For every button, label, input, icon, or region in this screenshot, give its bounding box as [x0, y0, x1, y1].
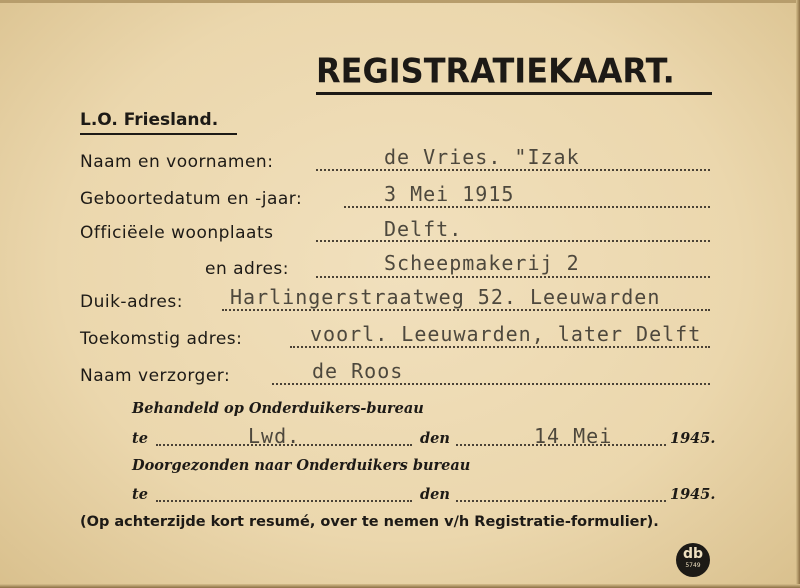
processed-te-label: te — [132, 430, 148, 447]
processed-den-value: 14 Mei — [534, 424, 613, 448]
field-label-name: Naam en voornamen: — [80, 152, 274, 172]
field-line-birthdate — [344, 206, 710, 208]
field-line-residence — [316, 240, 710, 242]
field-value-birthdate: 3 Mei 1915 — [384, 182, 515, 206]
field-value-address: Scheepmakerij 2 — [384, 251, 580, 275]
title-underline — [316, 92, 712, 95]
processed-heading: Behandeld op Onderduikers-bureau — [132, 400, 424, 417]
printer-logo-number: 5749 — [685, 562, 701, 569]
card-edge-right — [796, 0, 800, 588]
processed-year: 1945. — [670, 430, 716, 447]
card-edge-top — [0, 0, 800, 3]
field-value-name: de Vries. "Izak — [384, 145, 580, 169]
field-label-birthdate: Geboortedatum en -jaar: — [80, 189, 303, 209]
card-title: REGISTRATIEKAART. — [316, 51, 675, 91]
field-line-caretaker — [272, 383, 710, 385]
printer-logo — [676, 543, 710, 577]
processed-den-label: den — [420, 430, 450, 447]
field-label-future-address: Toekomstig adres: — [80, 329, 243, 349]
field-label-caretaker: Naam verzorger: — [80, 366, 231, 386]
field-line-address — [316, 276, 710, 278]
field-line-hiding-address — [222, 309, 710, 311]
forwarded-te-label: te — [132, 486, 148, 503]
footer-note: (Op achterzijde kort resumé, over te nemen v/h Registratie-formulier). — [80, 514, 659, 530]
organization-label: L.O. Friesland. — [80, 110, 219, 130]
forwarded-den-line — [456, 500, 666, 502]
field-label-address: en adres: — [205, 259, 290, 279]
field-value-hiding-address: Harlingerstraatweg 52. Leeuwarden — [230, 285, 661, 309]
field-label-hiding-address: Duik-adres: — [80, 292, 183, 312]
field-value-caretaker: de Roos — [312, 359, 404, 383]
field-value-future-address: voorl. Leeuwarden, later Delft — [310, 322, 702, 346]
processed-te-value: Lwd. — [248, 424, 301, 448]
forwarded-den-label: den — [420, 486, 450, 503]
field-label-residence: Officiëele woonplaats — [80, 223, 274, 243]
field-value-residence: Delft. — [384, 217, 463, 241]
forwarded-heading: Doorgezonden naar Onderduikers bureau — [132, 457, 471, 474]
field-line-future-address — [290, 346, 710, 348]
card-edge-bottom — [0, 584, 800, 588]
forwarded-year: 1945. — [670, 486, 716, 503]
field-line-name — [316, 169, 710, 171]
printer-logo-mark: db — [682, 546, 704, 562]
forwarded-te-line — [156, 500, 412, 502]
organization-underline — [80, 133, 237, 135]
